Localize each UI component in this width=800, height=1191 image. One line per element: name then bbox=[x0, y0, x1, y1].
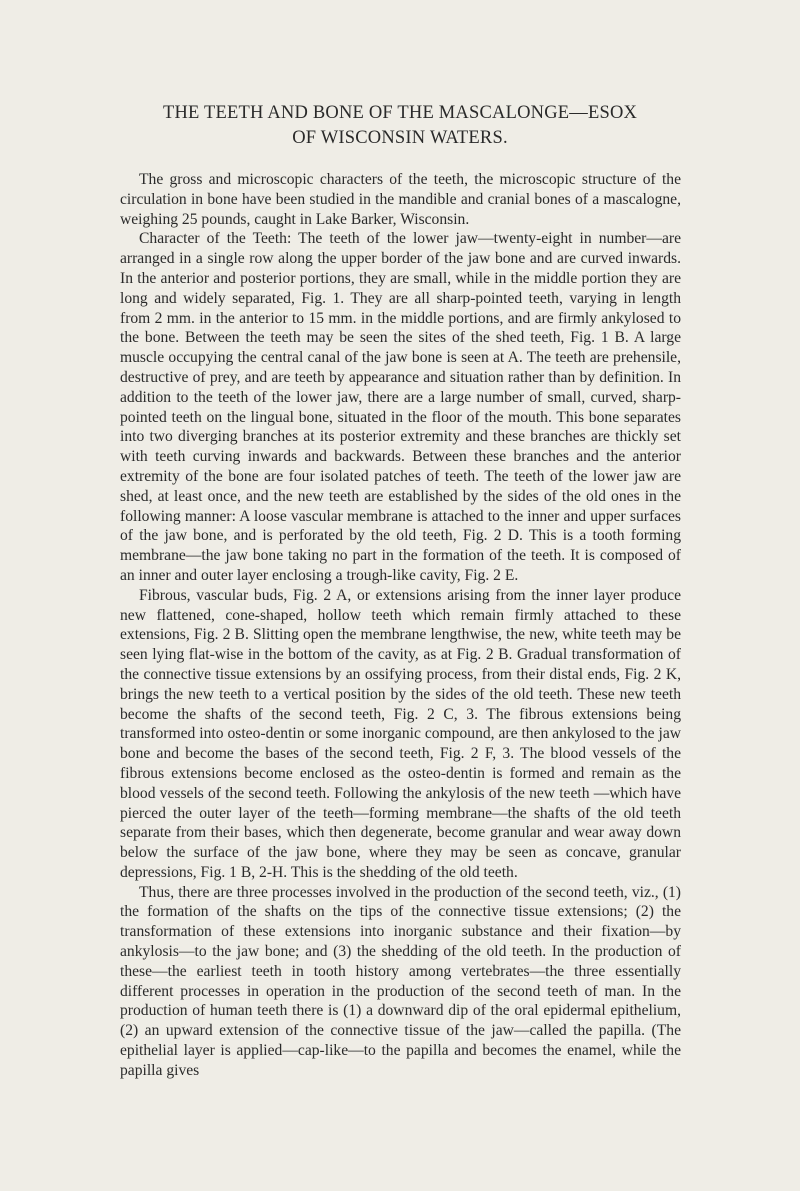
paragraph-three-processes: Thus, there are three processes involved in the production of the second teeth, viz., (1) the formation of the shafts on the tips of the connective tissue extensions; (2) the transformation of these extensions into inorganic substance and their fixation—by ankylosis—to the jaw bone; and (3) the shedding of the old teeth. In the production of these—the earliest teeth in tooth history among vertebrates—the three essentially different processes in operation in the production of the second teeth of man. In the production of human teeth there is (1) a downward dip of the oral epidermal epithelium, (2) an upward extension of the connective tissue of the jaw—called the papilla. (The epithelial layer is applied—cap-like—to the papilla and becomes the enamel, while the papilla gives bbox=[120, 883, 681, 1079]
paragraph-intro: The gross and microscopic characters of the teeth, the microscopic structure of the circulation in bone have been studied in the mandible and cranial bones of a mascalogne, weighing 25 pounds, caught in Lake Barker, Wisconsin. bbox=[120, 171, 681, 228]
title-line-2: OF WISCONSIN WATERS. bbox=[292, 128, 508, 148]
title-line-1: THE TEETH AND BONE OF THE MASCALONGE—ESOX bbox=[162, 103, 638, 123]
body-text bbox=[120, 170, 681, 1081]
paragraph-character-of-teeth: Character of the Teeth: The teeth of the lower jaw—twenty-eight in number—are arranged in a single row along the upper border of the jaw bone and are curved inwards. In the anterior and posterior portions, they are small, while in the middle portion they are long and widely separated, Fig. 1. They are all sharp-pointed teeth, varying in length from 2 mm. in the anterior to 15 mm. in the middle portions, and are firmly ankylosed to the bone. Between the teeth may be seen the sites of the shed teeth, Fig. 1 B. A large muscle occupying the central canal of the jaw bone is seen at A. The teeth are prehensile, destructive of prey, and are teeth by appearance and situation rather than by definition. In addition to the teeth of the lower jaw, there are a large number of small, curved, sharp-pointed teeth on the lingual bone, situated in the floor of the mouth. This bone separates into two diverging branches at its posterior extremity and these branches are thickly set with teeth curving inwards and backwards. Between these branches and the anterior extremity of the bone are four isolated patches of teeth. The teeth of the lower jaw are shed, at least once, and the new teeth are established by the sides of the old ones in the following manner: A loose vascular membrane is attached to the inner and upper surfaces of the jaw bone, and is perforated by the old teeth, Fig. 2 D. This is a tooth forming membrane—the jaw bone taking no part in the formation of the teeth. It is composed of an inner and outer layer enclosing a trough-like cavity, Fig. 2 E. bbox=[120, 230, 681, 584]
paragraph-fibrous-buds: Fibrous, vascular buds, Fig. 2 A, or extensions arising from the inner layer produce new flattened, cone-shaped, hollow teeth which remain firmly attached to these extensions, Fig. 2 B. Slitting open the membrane lengthwise, the new, white teeth may be seen lying flat-wise in the bottom of the cavity, as at Fig. 2 B. Gradual transformation of the connective tissue extensions by an ossifying process, from their distal ends, Fig. 2 K, brings the new teeth to a vertical position by the sides of the old teeth. These new teeth become the shafts of the second teeth, Fig. 2 C, 3. The fibrous extensions being transformed into osteo-dentin or some inorganic compound, are then ankylosed to the jaw bone and become the bases of the second teeth, Fig. 2 F, 3. The blood vessels of the fibrous extensions become enclosed as the osteo-dentin is formed and remain as the blood vessels of the second teeth. Following the ankylosis of the new teeth —which have pierced the outer layer of the teeth—forming membrane—the shafts of the old teeth separate from their bases, which then degenerate, become granular and wear away down below the surface of the jaw bone, where they may be seen as concave, granular depressions, Fig. 1 B, 2-H. This is the shedding of the old teeth. bbox=[120, 586, 681, 881]
